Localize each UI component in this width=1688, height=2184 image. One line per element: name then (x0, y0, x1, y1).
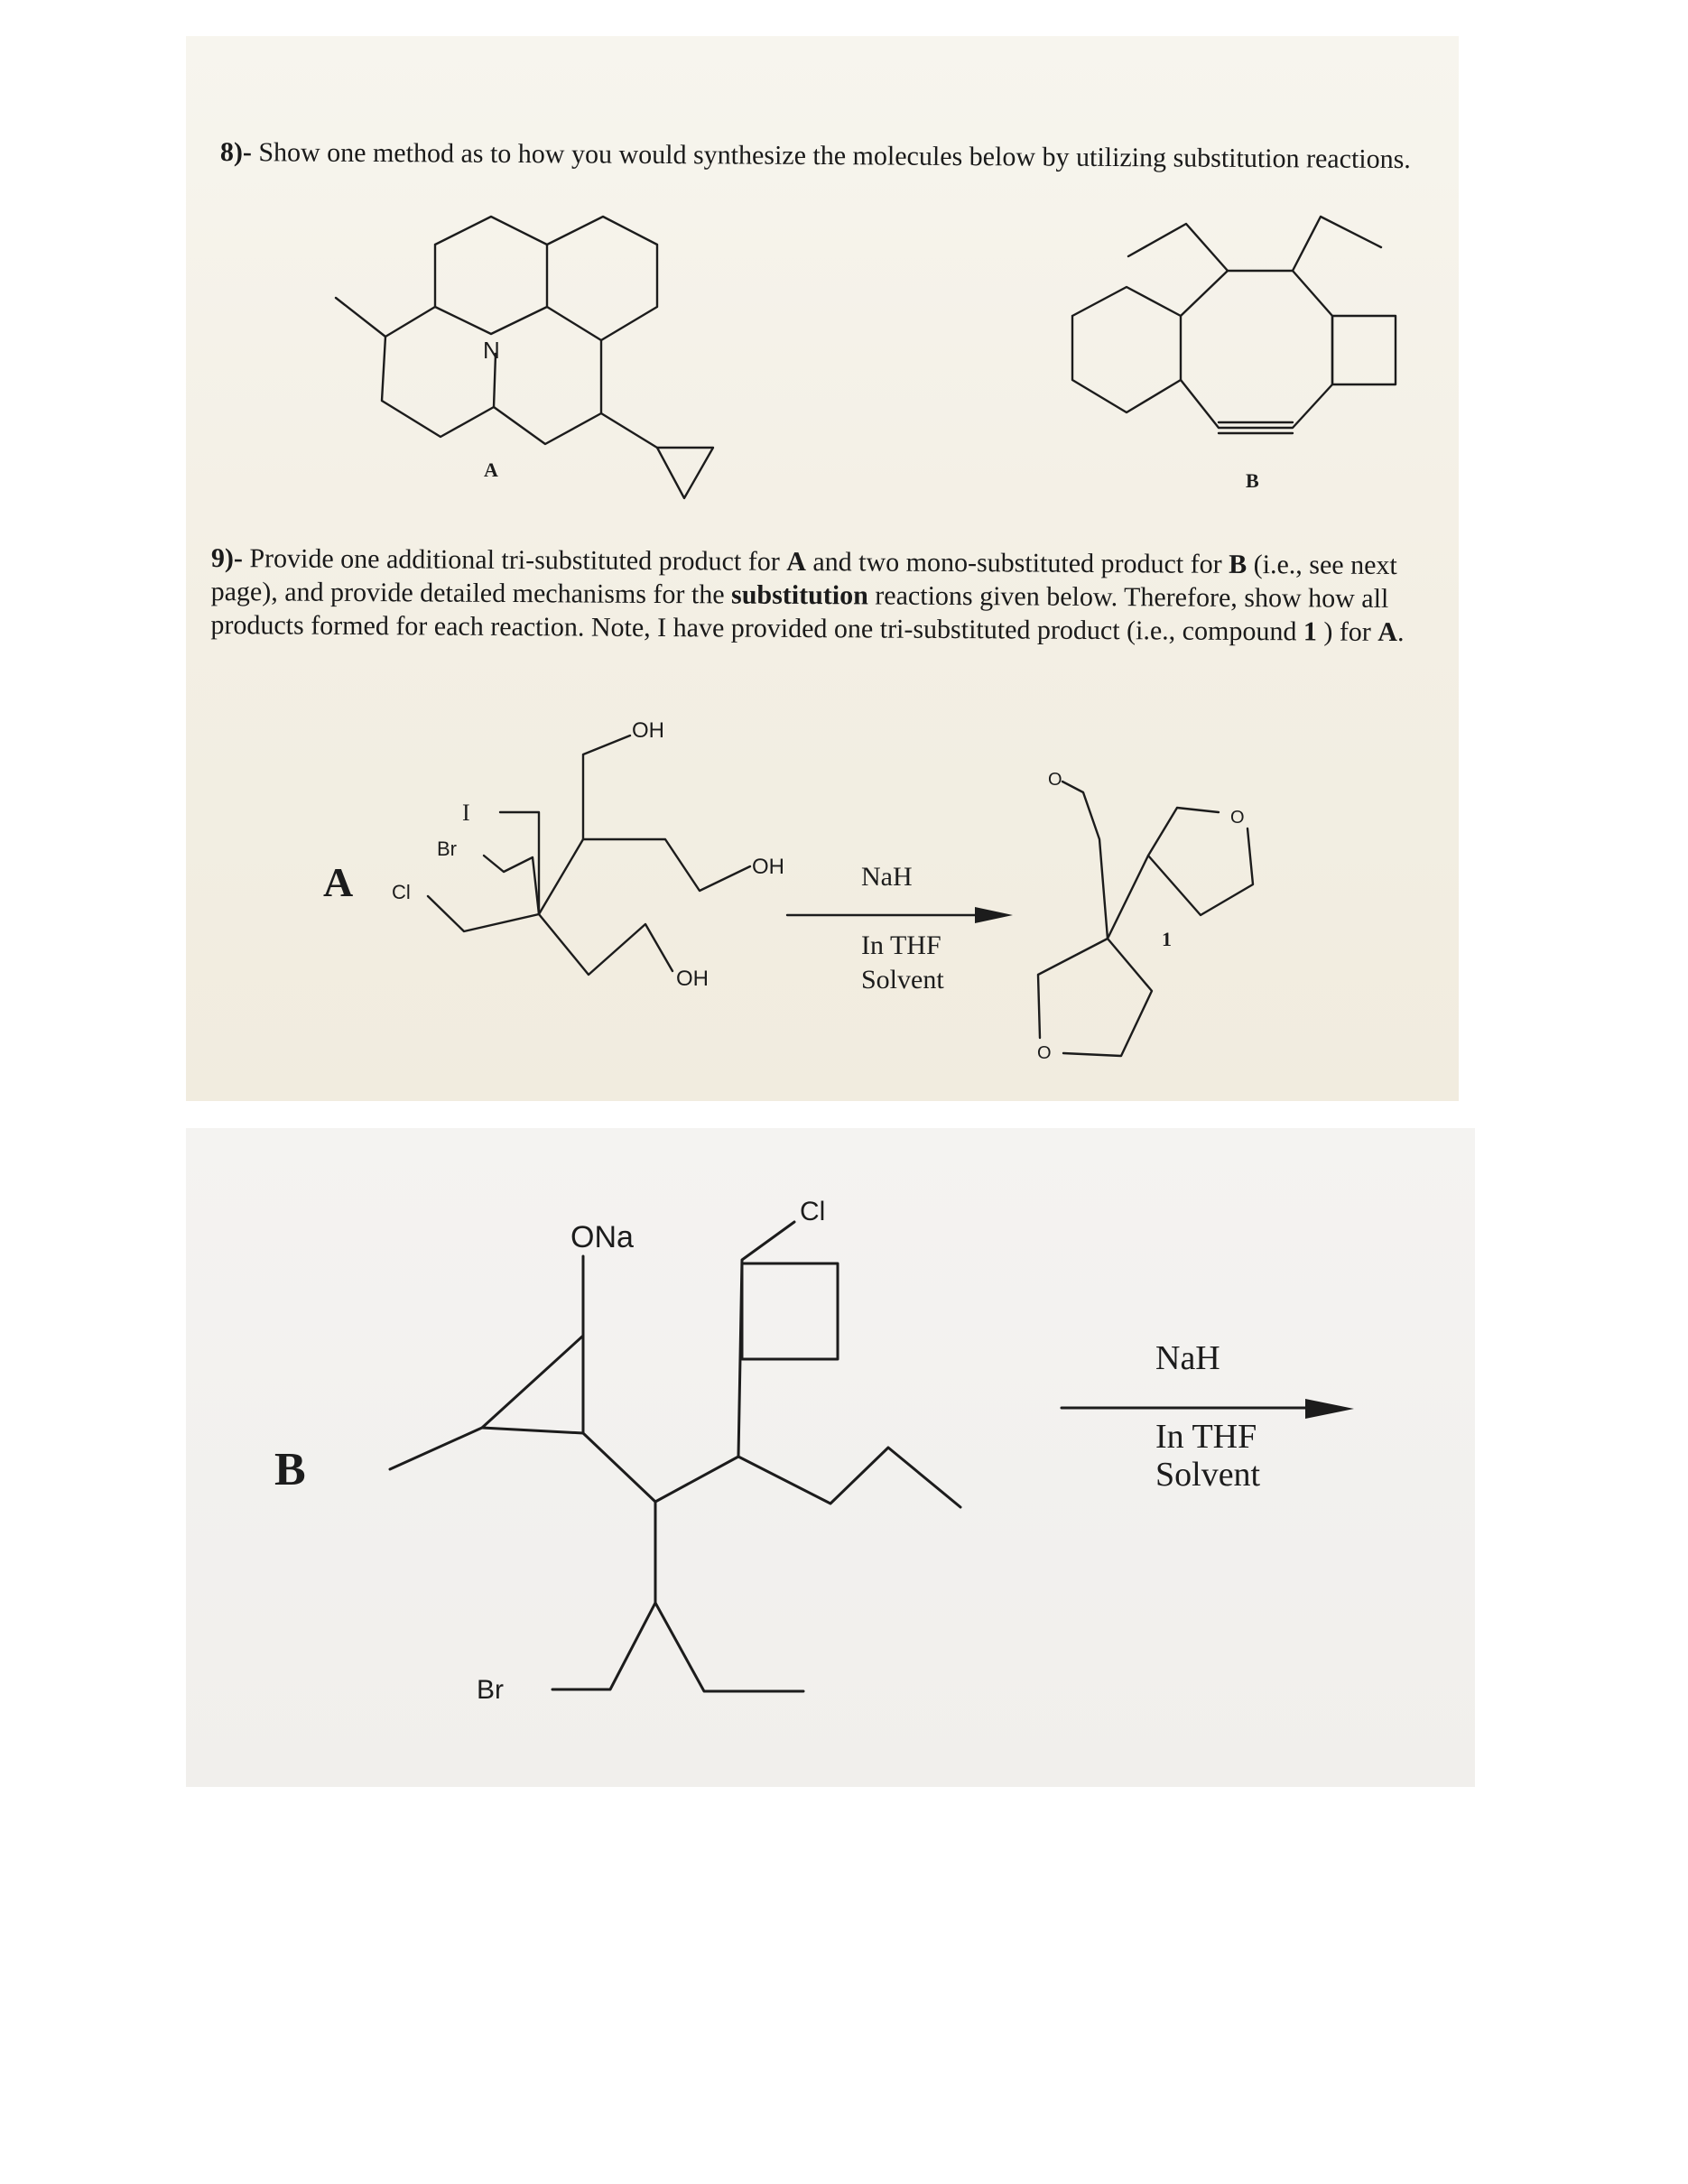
molecule-8b (1072, 217, 1396, 492)
question-9-text-6: . (1396, 617, 1405, 648)
reaction-a-conditions-2: Solvent (861, 965, 944, 995)
reactant-b-bromoethyl-arm (552, 1603, 655, 1689)
question-9-text-4: reactions given below. Therefore, show how all products formed for each reaction. Note, I have provided one tri-substituted product (i.e., compound (210, 580, 1389, 647)
reactant-b-ethyl-arm (655, 1603, 803, 1691)
question-9-number: 9)- (210, 542, 243, 574)
reactant-a-oh-bottom: OH (676, 967, 709, 991)
product-1-thf-ring-bottom (1063, 939, 1152, 1056)
reaction-b (274, 1197, 1354, 1705)
mol8a-ring-top-right (547, 217, 657, 340)
question-9-text-2: and two mono-substituted product for (805, 547, 1229, 579)
molecule-8a (336, 217, 713, 498)
reactant-b-methyl-bond (390, 1428, 482, 1469)
reactant-a-oh-top: OH (632, 718, 664, 743)
reactant-b-propyl-arm (738, 1448, 960, 1507)
reaction-a-label: A (323, 859, 354, 905)
product-1-oxygen-top: O (1048, 770, 1062, 790)
mol8b-label: B (1246, 469, 1259, 492)
mol8a-methyl-bond (336, 298, 385, 337)
product-1-oxygen-right: O (1230, 808, 1245, 828)
mol8a-nitrogen: N (483, 337, 500, 364)
question-9-ref-b: B (1229, 549, 1247, 580)
mol8b-ring-cyclohexane (1072, 287, 1181, 412)
reactant-a-propanol-arm (583, 839, 750, 891)
product-1-label: 1 (1162, 928, 1172, 950)
reactant-b-alkoxide: ONa (570, 1220, 634, 1254)
mol8a-ring-top-left (435, 217, 547, 334)
question-9-text-5: ) for (1316, 616, 1378, 647)
reactant-a-core-bond (539, 839, 583, 914)
reaction-a (323, 718, 1253, 1063)
question-8-text: Show one method as to how you would synthesize the molecules below by utilizing substitution reactions. (258, 137, 1411, 175)
question-9-ref-a-2: A (1377, 616, 1398, 648)
reaction-a-reagent: NaH (861, 862, 913, 892)
question-8-number: 8)- (219, 136, 252, 168)
reactant-a-hydroxymethyl-top (583, 736, 630, 839)
reactant-a-bromoethyl-arm (484, 856, 539, 914)
question-9-text-3: (i.e., see next page), and provide detailed mechanisms for the (210, 550, 1397, 610)
question-9-text-1: Provide one additional tri-substituted product for (249, 543, 787, 577)
reaction-b-arrow-head (1305, 1399, 1354, 1419)
mol8a-cyclopropyl-link (601, 413, 657, 448)
mol8a-cyclopropyl-ring (657, 448, 713, 498)
mol8b-ethyl-right (1293, 217, 1381, 271)
reactant-b-cyclobutyl-link (738, 1222, 794, 1457)
mol8a-ring-bottom-left (382, 307, 496, 437)
reactant-b-cyclobutane (742, 1263, 838, 1359)
reaction-b-conditions-1: In THF (1155, 1418, 1257, 1456)
mol8a-label: A (484, 458, 498, 481)
mol8b-ethyl-left (1128, 224, 1228, 271)
mol8b-ring-cyclobutane (1332, 316, 1396, 384)
product-1 (1037, 770, 1253, 1063)
reactant-a-butanol-arm (539, 914, 672, 975)
reactant-b-cyclopropane (482, 1336, 583, 1433)
reactant-a-oh-right: OH (752, 855, 784, 879)
reaction-b-reagent: NaH (1155, 1339, 1220, 1377)
reactant-a-chloro: Cl (392, 881, 411, 903)
mol8b-ring-cyclooctyne (1181, 271, 1332, 428)
question-9-ref-a: A (786, 546, 807, 578)
reactant-b-bromo: Br (477, 1675, 504, 1705)
question-9-compound-number: 1 (1303, 616, 1317, 647)
reactant-a-chloroethyl-arm (428, 896, 539, 931)
reactant-a-iodo: I (462, 800, 470, 826)
reactant-b-chloro: Cl (800, 1197, 826, 1226)
question-9-bold-word: substitution (731, 579, 868, 611)
mol8a-ring-bottom-right (494, 340, 601, 444)
product-1-oxygen-bottom: O (1037, 1043, 1052, 1063)
product-1-oxepane-left (1062, 782, 1108, 939)
reaction-a-conditions-1: In THF (861, 930, 941, 960)
reaction-b-label: B (274, 1444, 306, 1495)
reactant-a-bromo: Br (437, 838, 457, 860)
reactant-b-chain-upper (583, 1433, 738, 1502)
reaction-b-conditions-2: Solvent (1155, 1456, 1261, 1494)
product-1-thf-ring-right (1148, 828, 1253, 915)
product-1-thf-ring-bottom-left (1038, 939, 1108, 1038)
reaction-a-arrow-head (975, 907, 1013, 923)
